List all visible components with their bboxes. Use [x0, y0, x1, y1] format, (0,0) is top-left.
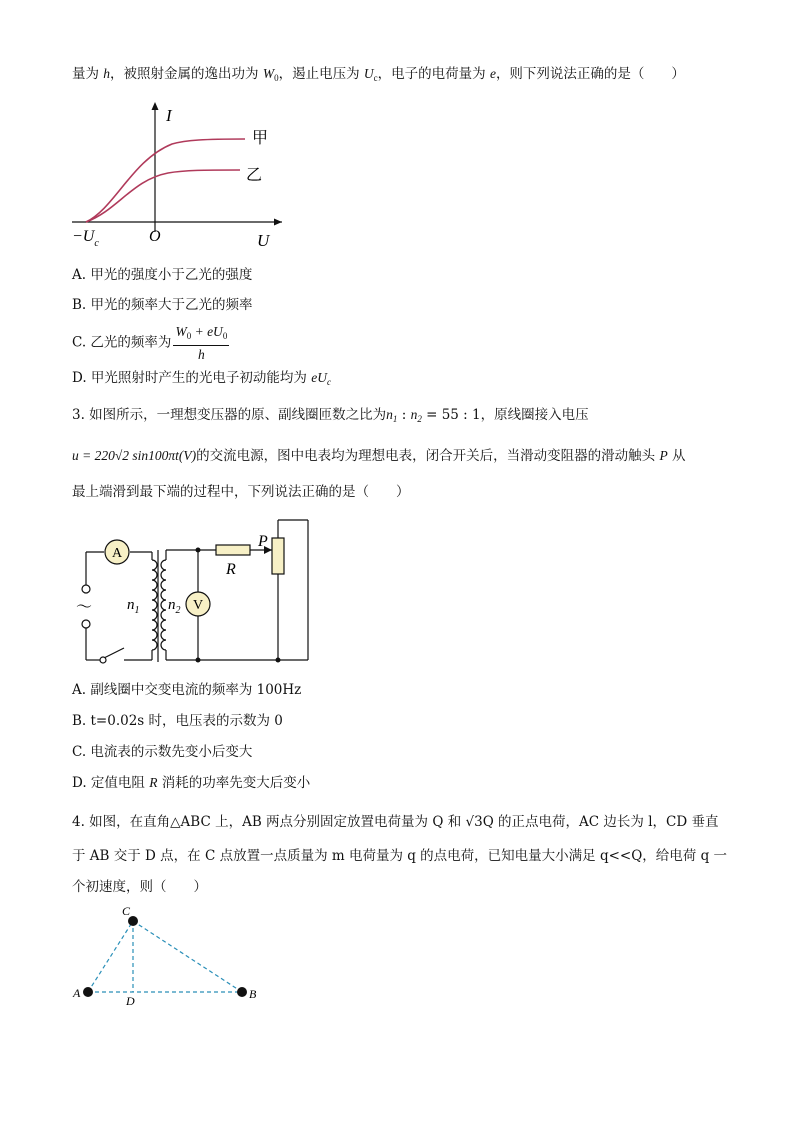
q2-option-b: B. 甲光的频率大于乙光的频率: [72, 297, 253, 313]
origin-label: O: [149, 228, 161, 245]
x-axis-label: U: [257, 231, 270, 250]
ac-source-symbol: ～: [76, 599, 93, 616]
label-d: D: [126, 994, 135, 1008]
label-c: C: [122, 904, 131, 918]
q4-stem-line1: 4. 如图，在直角△ABC 上，AB 两点分别固定放置电荷量为 Q 和 √3Q 的正点电荷，AC 边长为 l，CD 垂直: [72, 814, 719, 830]
q2-stem-var-w0: $W_0$: [262, 66, 279, 83]
q4-stem-line3: 个初速度，则（ ）: [72, 879, 207, 895]
q2-stem-var-e: e: [489, 66, 496, 81]
label-a: A: [73, 986, 81, 1000]
q3-voltage-formula: u = 220√2 sin100πt(V): [72, 448, 197, 463]
label-b: B: [249, 987, 257, 1001]
q2-option-a: A. 甲光的强度小于乙光的强度: [72, 267, 253, 283]
neg-uc-label: $-U_c$: [72, 228, 99, 249]
q3-option-a: A. 副线圈中交变电流的频率为 100Hz: [72, 682, 302, 698]
side-ac: [88, 921, 133, 992]
q2-stem-text: ，被照射金属的逸出功为: [110, 66, 263, 82]
charge-a: [83, 987, 93, 997]
voltmeter-label: V: [192, 598, 204, 613]
q3-stem-line3: 最上端滑到最下端的过程中，下列说法正确的是（ ）: [72, 484, 410, 500]
q3-stem-line2: u = 220√2 sin100πt(V)的交流电源，图中电表均为理想电表，闭合开关后，当滑动变阻器的滑动触头 P 从: [72, 448, 686, 464]
q2-stem-var-uc: $U_c$: [363, 66, 378, 83]
q2-option-c-text: C. 乙光的频率为: [72, 334, 172, 351]
q3-option-c: C. 电流表的示数先变小后变大: [72, 744, 253, 760]
q2-stem-var-h: h: [103, 66, 111, 81]
resistor-label: R: [226, 561, 236, 578]
curve-yi-label: 乙: [246, 167, 263, 184]
y-axis-label: I: [166, 106, 172, 125]
ammeter-label: A: [111, 546, 123, 561]
q2-stem-text: ，则下列说法正确的是（ ）: [495, 66, 685, 82]
q2-stem-text: ，遏止电压为: [278, 66, 364, 82]
q4-stem-line2: 于 AB 交于 D 点，在 C 点放置一点质量为 m 电荷量为 q 的点电荷，已知电量大小满足 q<<Q，给电荷 q 一: [72, 848, 728, 864]
side-cb: [133, 921, 242, 992]
curve-jia-label: 甲: [252, 130, 269, 147]
q2-stem-text: 量为: [72, 66, 104, 82]
n1-label: $n_1$: [127, 597, 140, 616]
q2-option-d: D. 甲光照射时产生的光电子初动能均为 $eU_c$: [72, 370, 331, 387]
q3-option-d: D. 定值电阻 R 消耗的功率先变大后变小: [72, 775, 311, 791]
n2-label: $n_2$: [168, 597, 181, 616]
slider-label: P: [258, 533, 268, 550]
q2-option-c-fraction: $\frac{W_0 + eU_0}{h}$: [175, 324, 228, 362]
charge-b: [237, 987, 247, 997]
q3-stem-line1: 3. 如图所示，一理想变压器的原、副线圈匝数之比为$n_1$ : $n_2 = 55$ : 1，原线圈接入电压: [72, 407, 589, 424]
q2-stem-text: ，电子的电荷量为: [377, 66, 490, 82]
q3-option-b: B. t=0.02s 时，电压表的示数为 0: [72, 713, 283, 729]
